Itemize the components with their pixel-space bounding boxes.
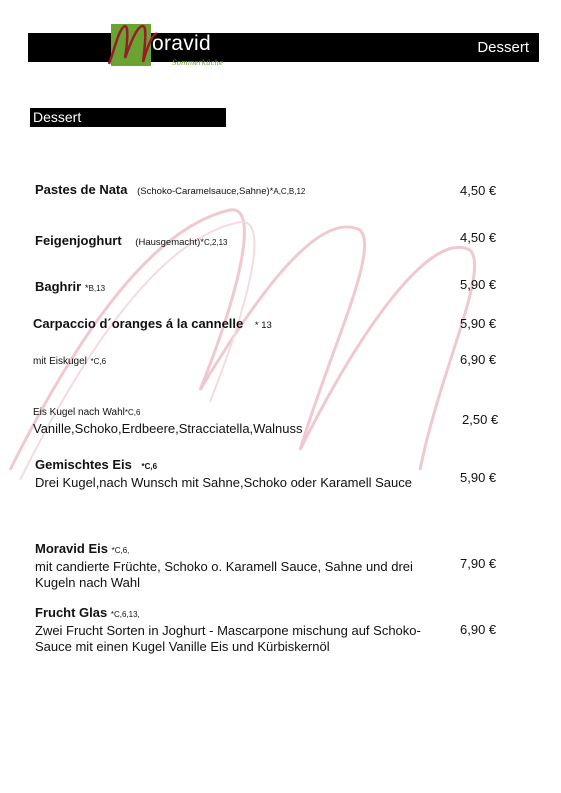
menu-item-carpaccio [33,316,433,334]
item-price: 6,90 € [460,622,497,637]
item-name: Moravid Eis [35,541,108,556]
item-price: 5,90 € [460,277,497,292]
item-code: *C,6 [141,462,158,471]
item-desc: Zwei Frucht Sorten in Joghurt - Mascarpone mischung auf Schoko-Sauce mit einen Kugel Vanille Eis und Kürbiskernöl [35,623,421,654]
item-code: *C,6, [111,546,130,555]
item-desc: Vanille,Schoko,Erdbeere,Stracciatella,Walnuss [33,421,303,436]
logo-script: Sommerküche [172,59,224,67]
logo-wordmark: oravid [152,32,211,55]
menu-item-frucht-glas [35,605,435,655]
item-price: 2,50 € [462,412,499,427]
item-note: (Schoko-Caramelsauce,Sahne)* [137,186,274,197]
item-price: 6,90 € [460,352,497,367]
item-price: 5,90 € [460,470,497,485]
menu-item-gemischtes-eis [35,457,435,491]
item-desc: Drei Kugel,nach Wunsch mit Sahne,Schoko oder Karamell Sauce [35,475,412,490]
item-name: Carpaccio d´oranges á la cannelle [33,316,244,331]
item-code: *C,6 [90,357,107,366]
item-name: Baghrir [35,279,82,294]
item-line: Eis Kugel nach Wahl [33,407,125,418]
item-name: Frucht Glas [35,605,108,620]
item-name: Gemischtes Eis [35,457,132,472]
item-price: 4,50 € [460,230,497,245]
item-price: 4,50 € [460,183,497,198]
menu-item-baghrir [35,279,435,297]
item-code: B,13 [88,284,106,293]
header-title: Dessert [477,39,529,56]
item-note: * 13 [254,320,272,331]
item-code: *C,6 [124,408,141,417]
item-price: 5,90 € [460,316,497,331]
menu-item-pastes-de-nata [35,182,435,200]
item-note: * [84,283,89,294]
menu-item-eis-kugel [33,403,433,437]
item-price: 7,90 € [460,556,497,571]
item-desc: mit candierte Früchte, Schoko o. Karamell Sauce, Sahne und drei Kugeln nach Wahl [35,559,413,590]
menu-item-mit-eiskugel [33,352,433,370]
item-code: *C,6,13, [110,610,140,619]
item-code: A,C,B,12 [273,187,306,196]
item-line: mit Eiskugel [33,356,87,367]
item-name: Feigenjoghurt [35,233,122,248]
item-code: C,2,13 [203,238,228,247]
item-name: Pastes de Nata [35,182,128,197]
section-title: Dessert [33,109,82,125]
menu-item-moravid-eis [35,541,435,591]
item-note: (Hausgemacht)* [135,237,204,248]
menu-item-feigenjoghurt [35,233,435,251]
